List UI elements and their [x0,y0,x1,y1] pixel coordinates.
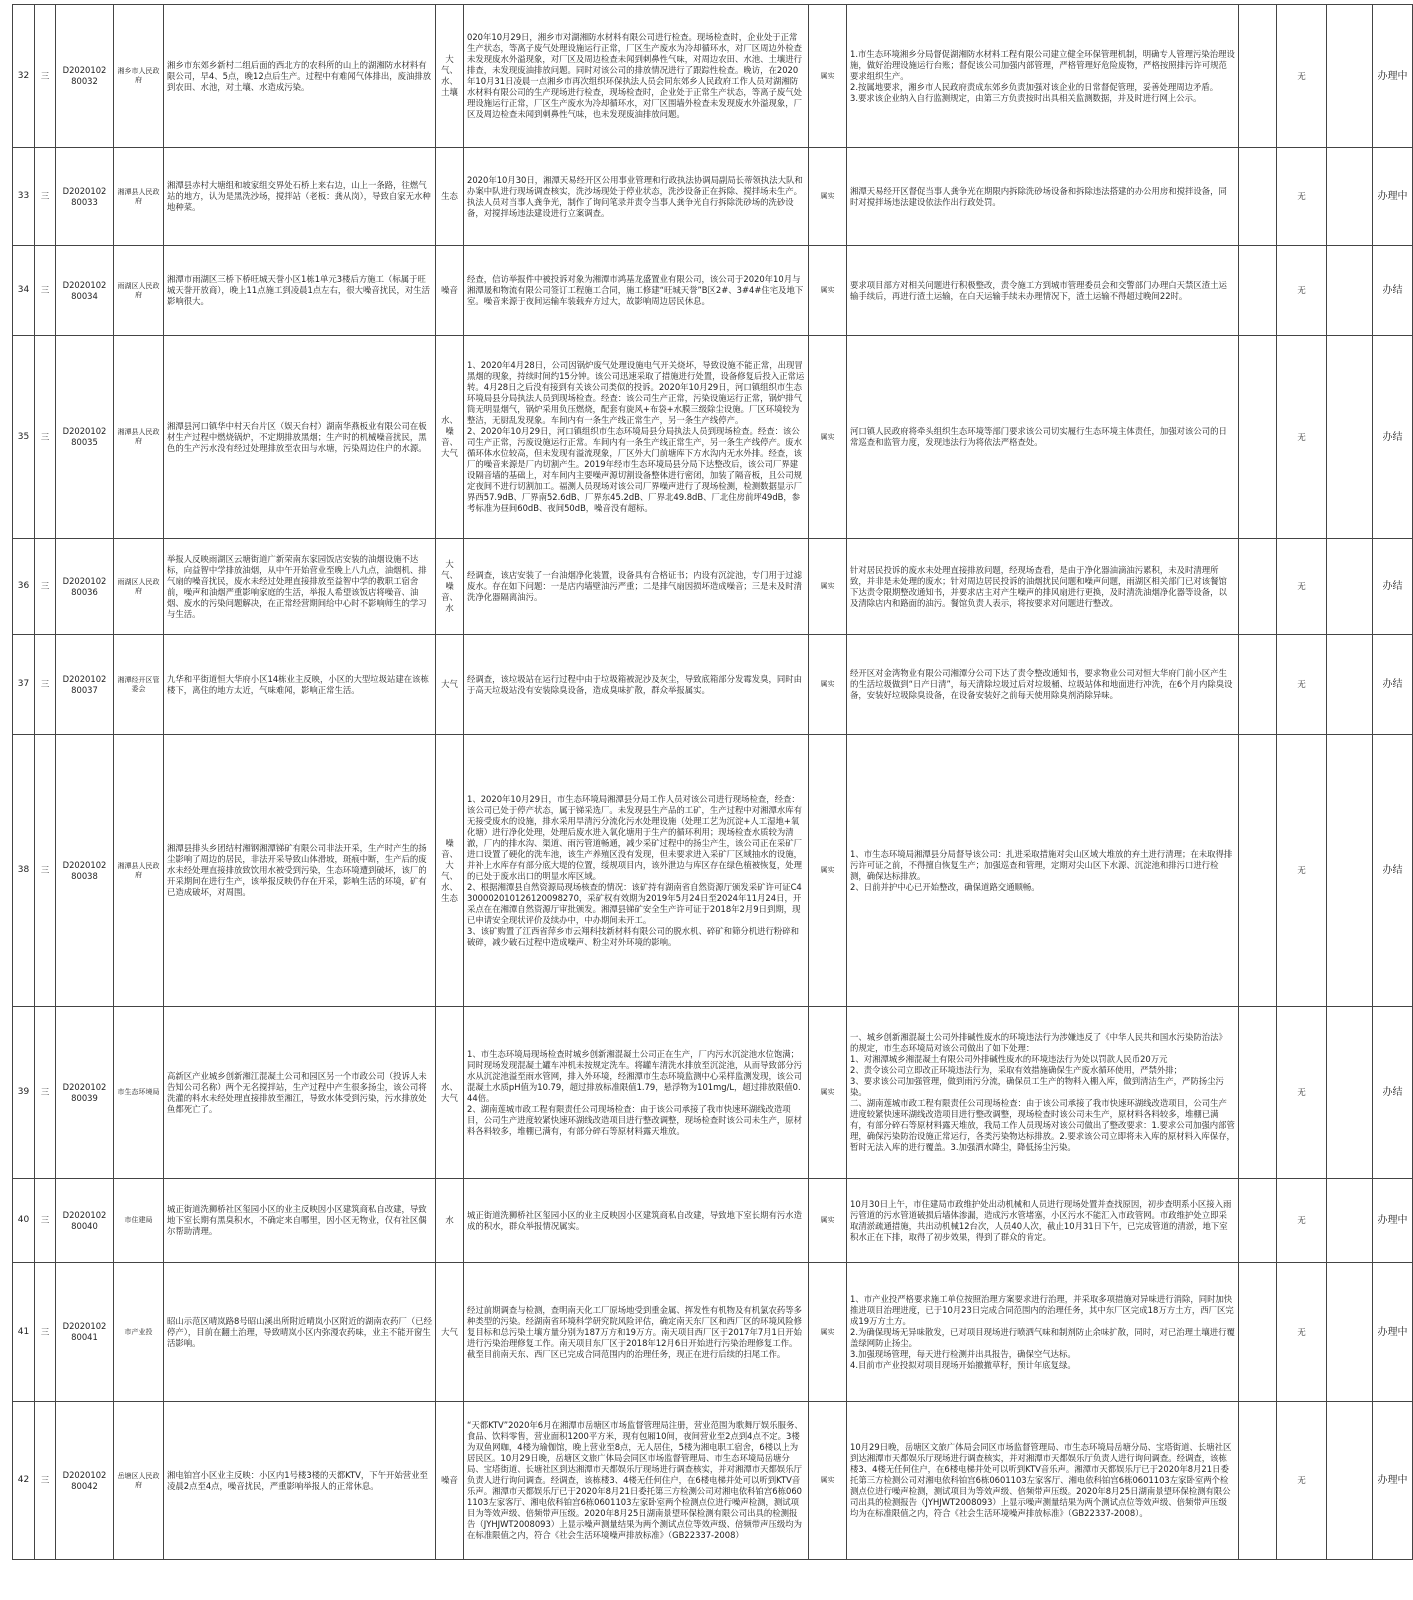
table-row [13,1402,1413,1560]
row-blank [1327,1179,1373,1263]
row-verdict: 属实 [809,336,847,539]
row-accountability: 无 [1277,1179,1327,1263]
row-status: 办理中 [1373,148,1413,246]
row-check-result: 020年10月29日，湘乡市对湖湘防水材料有限公司进行检查。现场检查时，企业处于正常生产状态，等离子废气处理设施运行正常，厂区生产废水为冷却循环水，对厂区周边外检查未发现废水外溢现象，对厂区及周边检查未闻到刺鼻性气味，对周边农田、水池、土壤进行排查，未发现废油排放问题。同时对该公司的排放情况进行了跟踪性检查。晚访，在2020年10月31日凌晨一点湘乡市再次组织环保执法人员会同东郊乡人民政府工作人员对湖湘防水材料有限公司的生产现场进行检查，现场检查时，企业处于正常生产状态，等离子废气处理设施运行正常，厂区生产废水为冷却循环水，对厂区围墙外检查未发现废水外溢现象，厂区及周边检查未闻到刺鼻性气味，也未发现废油排放问题。 [464,5,809,148]
row-batch: 三 [35,336,56,539]
row-handling: 针对居民投诉的废水未处理直接排放问题，经现场查看，是由于净化器油滴油污累积，未及时清理所致，并非是未处理的废水；针对周边居民投诉的油烟扰民问题和噪声问题，雨湖区相关部门已对该餐馆下达责令限期整改通知书，并要求店主对产生噪声的排风扇进行更换，及时清洗油烟净化器等设备，以及清除店内和路面的油污。餐馆负责人表示，将按要求对问题进行整改。 [847,539,1239,635]
row-check-result: 经查，信访举报件中被投诉对象为湘潭市鸿基龙盛置业有限公司，该公司于2020年10月与湘潭晟和物流有限公司签订工程施工合同，施工修建“旺城天誉”B区2#、3#4#住宅及地下室。噪音来源于夜间运输车装载弃方过大，故影响周边居民休息。 [464,246,809,336]
row-check-result: 1、2020年10月29日，市生态环境局湘潭县分局工作人员对该公司进行现场检查，经查：该公司已处于停产状态，属于锑采选厂。未发现县生产品的工矿，生产过程中对湘潭水库有无接受废水的设施，排水采用旱清污分流化污水处理设施（处理工艺为沉淀+人工湿地+氧化塘）进行净化处理，处理后废水进入氧化塘用于生产的循环利用；现场检查水质较为清澈，厂内的排水沟、渠道、雨污管道畅通，减少采矿过程中的扬尘产生，该公司正在采矿厂进口设置了硬化的洗车池，该生产养殖区没有发现，但未要求进入采矿厂区域抽水的设施，并补上水库存有部分底大堤的位置，绥规项目内，该外泄边与库区存在绿色植被恢复，处理的已处于废水出口的明显水库区域。 2、根据湘潭县自然资源局现场核查的情况：该矿持有湖南省自然资源厅颁发采矿许可证C4300002010126120098270，采矿权有效期为2019年5月24日至2024年11月24日，开采点在在湘潭自然资源厅审批颁发。湘潭县锑矿安全生产许可证于2018年2月9日到期，现已申请安全现状评价及续办中，中办期间未开工。 3、该矿购置了江西省萍乡市云翔科技新材料有限公司的脱水机、碎矿和筛分机进行粉碎和破碎，减少破石过程中造成噪声、粉尘对外环境的影响。 [464,735,809,1007]
row-extra-blank [1239,5,1277,148]
row-agency: 湘乡市人民政府 [114,5,164,148]
row-agency: 湘潭县人民政府 [114,735,164,1007]
row-issue: 九华和平街道恒大华府小区14栋业主反映，小区的大型垃圾站建在该栋楼下，离住的地方太近，气味难闻，影响正常生活。 [164,635,436,735]
row-verdict: 属实 [809,1263,847,1402]
row-number: 37 [13,635,35,735]
row-agency: 湘潭经开区管委会 [114,635,164,735]
row-blank [1327,1263,1373,1402]
row-pollution-type: 噪音、大气、水、生态 [436,735,464,1007]
complaint-table-sheet [12,4,1408,1560]
row-status: 办结 [1373,735,1413,1007]
row-accountability: 无 [1277,148,1327,246]
row-number: 38 [13,735,35,1007]
row-batch: 三 [35,1402,56,1560]
row-batch: 三 [35,539,56,635]
row-issue: 湘乡市东郊乡新村二组后面的西北方的农科所的山上的湖湘防水材料有限公司，早4、5点，晚12点后生产。过程中有难闻气体排出，废油排放到农田、水池，对土壤、水造成污染。 [164,5,436,148]
row-batch: 三 [35,1007,56,1179]
row-verdict: 属实 [809,635,847,735]
row-status: 办理中 [1373,1402,1413,1560]
row-verdict: 属实 [809,148,847,246]
row-number: 39 [13,1007,35,1179]
row-check-result: “天都KTV”2020年6月在湘潭市岳塘区市场监督管理局注册，营业范围为歌舞厅娱乐服务、食品、饮料零售，营业面积1200平方米，现有包厢10间，夜间营业至2点到4点不定。3楼为双鱼网咖，4楼为瑜伽馆，晚上营业至8点，无人居住，5楼为湘电职工宿舍，6楼以上为居民区。10月29日晚，岳塘区文旅广体局会同区市场监督管理局、市生态环境局岳塘分局、宝塔街道、长塘社区到达湘潭市天都娱乐厅现场进行调查核实，并对湘潭市天都娱乐厅负责人进行询问调查。经调查，该栋楼3、4楼无任何住户，在6楼电梯并处可以听到KTV音乐声。湘潭市天都娱乐厅已于2020年8月21日委托第三方检测公司对湘电依科铂宫6栋0601103左家客厅、湘电依科铂宫6栋0601103左家卧室两个检测点位进行噪声检测，测试项目为等效声级、倍频带声压级。2020年8月25日湖南景望环保检测有限公司出具的检测报告（JYHJWT2008093）上显示噪声测量结果为两个测试点位等效声级、倍频带声压级均为在标准限值之内，符合《社会生活环境噪声排放标准》（GB22337-2008） [464,1402,809,1560]
row-check-result: 1、2020年4月28日，公司因锅炉废气处理设施电气开关烧坏，导致设施不能正常，出现冒黑烟的现象，持续时间约15分钟。该公司迅速采取了措施进行处置，设备修复后投入正常运转。4月28日之后没有接到有关该公司类似的投诉。2020年10月29日，河口镇组织市生态环境局县分局执法人员到现场检查。经查：该公司生产正常，污染设施运行正常，锅炉排气筒无明显烟气，锅炉采用负压燃烧，配套有旋风+布袋+水膜三级除尘设施。厂区环境较为整洁，无厨乱发现象。车间内有一条生产线正常生产，另一条生产线停产。 2、2020年10月29日，河口镇组织市生态环境局县分局执法人员到现场检查。经查：该公司生产正常，污废设施运行正常。车间内有一条生产线正常生产，另一条生产线停产。废水循环体水位较高，但未发现有溢流现象，厂区外大门前塘库下方水沟内无水外排。经查，该厂的噪音来源是厂内切割产生。2019年经市生态环境局县分局下达整改后，该公司厂界建设隔音墙的基础上，对车间内主要噪声源切割设备整体进行密闭，加装了隔音板，且公司规定夜间不进行切割加工。福测人员现场对该公司厂界噪声进行了现场检测，检测数据显示厂界西57.9dB、厂界南52.6dB、厂界东45.2dB、厂界北49.8dB、厂北住房前坪49dB，参考标准为昼间60dB、夜间50dB，噪音没有超标。 [464,336,809,539]
row-verdict: 属实 [809,735,847,1007]
row-handling: 10月30日上午，市住建局市政维护处出动机械和人员进行现场处置并查找原因，初步查明系小区接入雨污管道的污水管道破损后墙体渗漏，造成污水管堵塞，小区污水不能汇入市政管网。市政维护处立即采取清淤疏通措施，共出动机械12台次，人员40人次，截止10月31日下午，已完成管道的清淤，地下室积水正在下排，取得了初步效果，得到了群众的肯定。 [847,1179,1239,1263]
row-accountability: 无 [1277,5,1327,148]
row-agency: 雨湖区人民政府 [114,246,164,336]
row-status: 办结 [1373,246,1413,336]
row-handling: 1、市生态环境局湘潭县分局督导该公司：扎进采取措施对尖山区域大堆放的弃土进行清理；在未取得排污许可证之前，不得擅自恢复生产；加强巡查和管理，定期对尖山区下水源、沉淀池和排污口进行检测，确保达标排放。 2、日前并护中心已开始整改，确保道路交通顺畅。 [847,735,1239,1007]
row-batch: 三 [35,735,56,1007]
row-handling: 1.市生态环境湘乡分局督促湖湘防水材料工程有限公司建立健全环保管理机制，明确专人管理污染治理设施，做好治理设施运行台账；督促该公司加强内部管理，严格管理好危险废物，严格按照排污许可规范要求组织生产。 2.按属地要求，湘乡市人民政府责成东郊乡负责加强对该企业的日常督促管理，妥善处理周边矛盾。 3.要求该企业纳入自行监测规定，由第三方负责按时出具相关监测数据，并及时进行网上公示。 [847,5,1239,148]
row-batch: 三 [35,1179,56,1263]
row-handling: 要求项目部方对相关问题进行积极整改，责令施工方到城市管理委员会和交警部门办理白天禁区渣土运输手续后，再进行渣土运输，在白天运输手续未办理情况下，渣土运输不得超过晚间22时。 [847,246,1239,336]
row-code: D2020102 80037 [56,635,114,735]
row-blank [1327,246,1373,336]
row-status: 办结 [1373,336,1413,539]
row-accountability: 无 [1277,246,1327,336]
row-handling: 河口镇人民政府将牵头组织生态环境等部门要求该公司切实履行生态环境主体责任，加强对该公司的日常巡查和监管力度，发现违法行为将依法严格查处。 [847,336,1239,539]
row-code: D2020102 80036 [56,539,114,635]
row-accountability: 无 [1277,1007,1327,1179]
table-row [13,5,1413,148]
table-row [13,1007,1413,1179]
row-handling: 湘潭天易经开区督促当事人龚争光在期限内拆除洗砂场设备和拆除违法搭建的办公用房和搅拌设备，同时对搅拌场违法建设依法作出行政处罚。 [847,148,1239,246]
row-accountability: 无 [1277,735,1327,1007]
row-number: 32 [13,5,35,148]
row-status: 办结 [1373,1007,1413,1179]
row-batch: 三 [35,635,56,735]
table-row [13,635,1413,735]
row-issue: 湘潭市雨湖区三桥下桥旺城天誉小区1栋1单元3楼后方施工（标属于旺城天誉开放商），晚上11点施工到凌晨1点左右，很大噪音扰民，对生活影响很大。 [164,246,436,336]
table-row [13,1263,1413,1402]
row-number: 34 [13,246,35,336]
row-extra-blank [1239,539,1277,635]
row-code: D2020102 80035 [56,336,114,539]
row-status: 办理中 [1373,1179,1413,1263]
row-pollution-type: 水、大气 [436,1007,464,1179]
row-extra-blank [1239,1263,1277,1402]
row-blank [1327,539,1373,635]
row-extra-blank [1239,1007,1277,1179]
row-verdict: 属实 [809,1007,847,1179]
row-agency: 雨湖区人民政府 [114,539,164,635]
row-accountability: 无 [1277,635,1327,735]
row-issue: 昭山示范区晴岚路8号昭山溪出所附近晴岚小区附近的湖南农药厂（已经停产），目前在翻土治理，导致晴岚小区内弥漫农药味，业主不能开窗生活影响。 [164,1263,436,1402]
row-extra-blank [1239,735,1277,1007]
row-extra-blank [1239,148,1277,246]
row-check-result: 经过前期调查与检测，查明南天化工厂原场地受到重金属、挥发性有机物及有机氯农药等多种类型的污染。经湖南省环境科学研究院风险评估，确定南天东厂区和西厂区的环境风险修复目标和总污染土壤方量分别为187万方和19万方。南天项目西厂区于2017年7月1日开始进行污染治理修复工作。南天项目东厂区于2018年12月6日开始进行污染治理修复工作。截至目前南天东、西厂区已完成合同范围内的治理任务，现正在进行后续的扫尾工作。 [464,1263,809,1402]
row-agency: 湘潭县人民政府 [114,336,164,539]
table-row [13,246,1413,336]
row-accountability: 无 [1277,1263,1327,1402]
row-issue: 举报人反映雨湖区云塘街道广新荣南东家园饭店安装的油烟设施不达标，向益智中学排放油烟，从中午开始营业至晚上八九点，油烟机、排气扇的噪音扰民，废水未经过处理直接排放至益智中学的教职工宿舍前，噪声和油烟严重影响家庭的生活，举报人希望该饭店将噪音、油烟、废水的污染问题解决，在正常经营期间给中心时不影响师生的学习与生活。 [164,539,436,635]
row-pollution-type: 大气、噪音、水 [436,539,464,635]
row-verdict: 属实 [809,1402,847,1560]
complaint-table [12,4,1413,1560]
row-agency: 市产业投 [114,1263,164,1402]
row-agency: 市生态环境局 [114,1007,164,1179]
row-issue: 湘潭县排头乡团结村湘钢湘潭锑矿有限公司非法开采，生产时产生的扬尘影响了周边的居民，非法开采导致山体滑坡，斑痕中断，生产后的废水未经处理直接排放致饮用水被受到污染，生态环境遭到破坏，该厂的开采期间在进行生产，该举报反映仍存在开采，影响生活的环境，矿有已造成破坏，对周围。 [164,735,436,1007]
row-code: D2020102 80038 [56,735,114,1007]
row-status: 办结 [1373,539,1413,635]
row-blank [1327,336,1373,539]
row-pollution-type: 大气、水、土壤 [436,5,464,148]
row-accountability: 无 [1277,539,1327,635]
row-handling: 一、城乡创新湘混凝土公司外排碱性废水的环境违法行为涉嫌违反了《中华人民共和国水污染防治法》的规定，市生态环境局对该公司做出了如下处理： 1、对湘潭城乡湘混凝土有限公司外排碱性废水的环境违法行为处以罚款人民币20万元 2、责令该公司立即改正环境违法行为，采取有效措施确保生产废水循环使用，严禁外排； 3、要求该公司加强管理，做到雨污分流，确保员工生产的物料入棚入库，做到清洁生产，严防扬尘污染。 二、湖南莲城市政工程有限责任公司现场检查：由于该公司承接了我市快速环湖线改造项目，公司生产进度较紧快速环湖线改造项目进行整改调整，现场检查时该公司未生产，原材料各料较多，堆棚已满有，有部分碎石等原材料露天堆放，我局工作人员现场对该公司做出了整改要求：1.要求公司加强内部管理，确保污染防治设施正常运行，各类污染物达标排放。2.要求该公司立即将未入库的原材料入库保存，暂时无法入库的进行覆盖。3.加强洒水降尘，降低扬尘污染。 [847,1007,1239,1179]
row-check-result: 1、市生态环境局现场检查时城乡创新湘混凝土公司正在生产，厂内污水沉淀池水位饱满；同时现场发现混凝土罐车冲机未按规定洗车。将罐车清洗水排放至沉淀池，从而导致部分污水从沉淀池溢至雨水管网，排入外环境，经湘潭市生态环境监测中心采样监测发现，该公司混凝土水质pH值为10.79，超过排放标准限值1.79，悬浮物为101mg/L，超过排放限值0.44倍。 2、湖南莲城市政工程有限责任公司现场检查：由于该公司承接了我市快速环湖线改造项目，公司生产进度较紧快速环湖线改造项目进行整改调整，现场检查时该公司未生产，原材料各料较多，堆棚已满有，有部分碎石等原材料露天堆放。 [464,1007,809,1179]
row-handling: 10月29日晚，岳塘区文旅广体局会同区市场监督管理局、市生态环境局岳塘分局、宝塔街道、长塘社区到达湘潭市天都娱乐厅现场进行调查核实，并对湘潭市天都娱乐厅负责人进行询问调查。经调查，该栋楼3、4楼无任何住户，在6楼电梯并处可以听到KTV音乐声。湘潭市天都娱乐厅已于2020年8月21日委托第三方检测公司对湘电依科铂宫6栋0601103左家客厅、湘电依科铂宫6栋0601103左家卧室两个检测点位进行噪声检测，测试项目为等效声级、倍频带声压级。2020年8月25日湖南景望环保检测有限公司出具的检测报告（JYHJWT2008093）上显示噪声测量结果为两个测试点位等效声级、倍频带声压级均为在标准限值之内，符合《社会生活环境噪声排放标准》（GB22337-2008）。 [847,1402,1239,1560]
row-blank [1327,735,1373,1007]
row-number: 42 [13,1402,35,1560]
row-pollution-type: 生态 [436,148,464,246]
row-number: 35 [13,336,35,539]
table-row [13,539,1413,635]
table-row [13,336,1413,539]
row-issue: 湘潭县赤村大塘组和坡家组交界处石桥上来右边，山上一条路，往燃气站的地方，认为是黑洗沙场，搅拌站（老板：龚从岗），导致自家无水种地种菜。 [164,148,436,246]
row-agency: 岳塘区人民政府 [114,1402,164,1560]
row-agency: 湘潭县人民政府 [114,148,164,246]
row-handling: 经开区对金湾物业有限公司湘潭分公司下达了责令整改通知书，要求物业公司对恒大华府门前小区产生的生活垃圾做到“日产日清”，每天清除垃圾过后对垃圾桶、垃圾站体和地面进行冲洗，在6个月内除臭设备，安装好垃圾除臭设备，在设备安装好之前每天使用除臭剂消除异味。 [847,635,1239,735]
row-issue: 城正街道洗狮桥社区玺园小区的业主反映因小区建筑商私自改建，导致地下室长期有黑臭积水，不确定来自哪里，因小区无物业，仅有社区偶尔帮助清理。 [164,1179,436,1263]
row-number: 36 [13,539,35,635]
row-number: 33 [13,148,35,246]
row-batch: 三 [35,148,56,246]
row-code: D2020102 80032 [56,5,114,148]
row-status: 办结 [1373,635,1413,735]
row-blank [1327,5,1373,148]
row-extra-blank [1239,635,1277,735]
row-verdict: 属实 [809,246,847,336]
row-code: D2020102 80040 [56,1179,114,1263]
row-pollution-type: 水 [436,1179,464,1263]
row-issue: 湘潭县河口镇华中村天台片区（娱天台村）湖南华燕板业有限公司在板材生产过程中燃烧锅炉，不定期排放黑烟；生产时的机械噪音扰民，黑色的生产污水没有经过处理排放至农田与水塘，污染周边住户的水源。 [164,336,436,539]
table-row [13,735,1413,1007]
table-row [13,1179,1413,1263]
row-status: 办理中 [1373,1263,1413,1402]
row-verdict: 属实 [809,1179,847,1263]
row-pollution-type: 噪音 [436,1402,464,1560]
row-blank [1327,1007,1373,1179]
row-extra-blank [1239,246,1277,336]
row-verdict: 属实 [809,5,847,148]
row-check-result: 经调查，该店安装了一台油烟净化装置，设备具有合格证书；内设有沉淀池，专门用于过滤废水。存在如下问题：一是店内墙壁油污严重；二是排气扇因损坏造成噪音；三是未及时清洗净化器隔离油污。 [464,539,809,635]
row-check-result: 经调查，该垃圾站在运行过程中由于垃圾箱被泥沙及灰尘，导致底箱部分发霉发臭，同时由于高天垃圾站没有安装除臭设备，造成臭味扩散，群众举报属实。 [464,635,809,735]
row-extra-blank [1239,1179,1277,1263]
row-check-result: 城正街道洗狮桥社区玺园小区的业主反映因小区建筑商私自改建，导致地下室长期有污水造成的积水，群众举报情况属实。 [464,1179,809,1263]
row-code: D2020102 80039 [56,1007,114,1179]
row-batch: 三 [35,5,56,148]
row-blank [1327,148,1373,246]
row-batch: 三 [35,246,56,336]
row-issue: 高新区产业城乡创新湘江混凝土公司和园区另一个市政公司（投诉人未告知公司名称）两个无名搅拌站，生产过程中产生很多扬尘，该公司将洗灌的料水未经处理直接排放至湘江，导致水体受到污染，污水排放处鱼都死亡了。 [164,1007,436,1179]
row-code: D2020102 80034 [56,246,114,336]
row-code: D2020102 80033 [56,148,114,246]
row-pollution-type: 噪音 [436,246,464,336]
row-extra-blank [1239,336,1277,539]
row-accountability: 无 [1277,336,1327,539]
row-code: D2020102 80042 [56,1402,114,1560]
row-blank [1327,635,1373,735]
row-handling: 1、市产业投严格要求施工单位按照治理方案要求进行治理，并采取多项措施对异味进行消除，同时加快推进项目治理进度，已于10月23日完成合同范围内的治理任务，其中东厂区完成18万方土方，西厂区完成19万方土方。 2.为确保现场无异味散发，已对项目现场进行喷洒气味和制剂防止余味扩散，同时，对已治理土壤进行覆盖绿网防止扬尘。 3.加强现场管理，每天进行检测并出具报告，确保空气达标。 4.目前市产业投拟对项目现场开始撤撤草籽，预计年底复绿。 [847,1263,1239,1402]
row-agency: 市住建局 [114,1179,164,1263]
table-row [13,148,1413,246]
row-blank [1327,1402,1373,1560]
row-pollution-type: 大气 [436,1263,464,1402]
row-number: 40 [13,1179,35,1263]
row-status: 办理中 [1373,5,1413,148]
row-batch: 三 [35,1263,56,1402]
row-pollution-type: 水、噪音、大气 [436,336,464,539]
row-verdict: 属实 [809,539,847,635]
row-accountability: 无 [1277,1402,1327,1560]
row-check-result: 2020年10月30日，湘潭天易经开区公用事业管理和行政执法协调局副局长蒂领执法大队和办案中队进行现场调查核实，洗沙场现处于停业状态，洗沙设备正在拆除、搅拌场未生产。执法人员对当事人龚争光，制作了询问笔录并责令当事人龚争光自行拆除洗砂场的洗砂设备，对搅拌场违法建设进行立案调查。 [464,148,809,246]
row-pollution-type: 大气 [436,635,464,735]
row-number: 41 [13,1263,35,1402]
row-code: D2020102 80041 [56,1263,114,1402]
row-extra-blank [1239,1402,1277,1560]
row-issue: 湘电铂宫小区业主反映：小区内1号楼3楼的天都KTV，下午开始营业至凌晨2点至4点，噪音扰民，严重影响举报人的正常休息。 [164,1402,436,1560]
